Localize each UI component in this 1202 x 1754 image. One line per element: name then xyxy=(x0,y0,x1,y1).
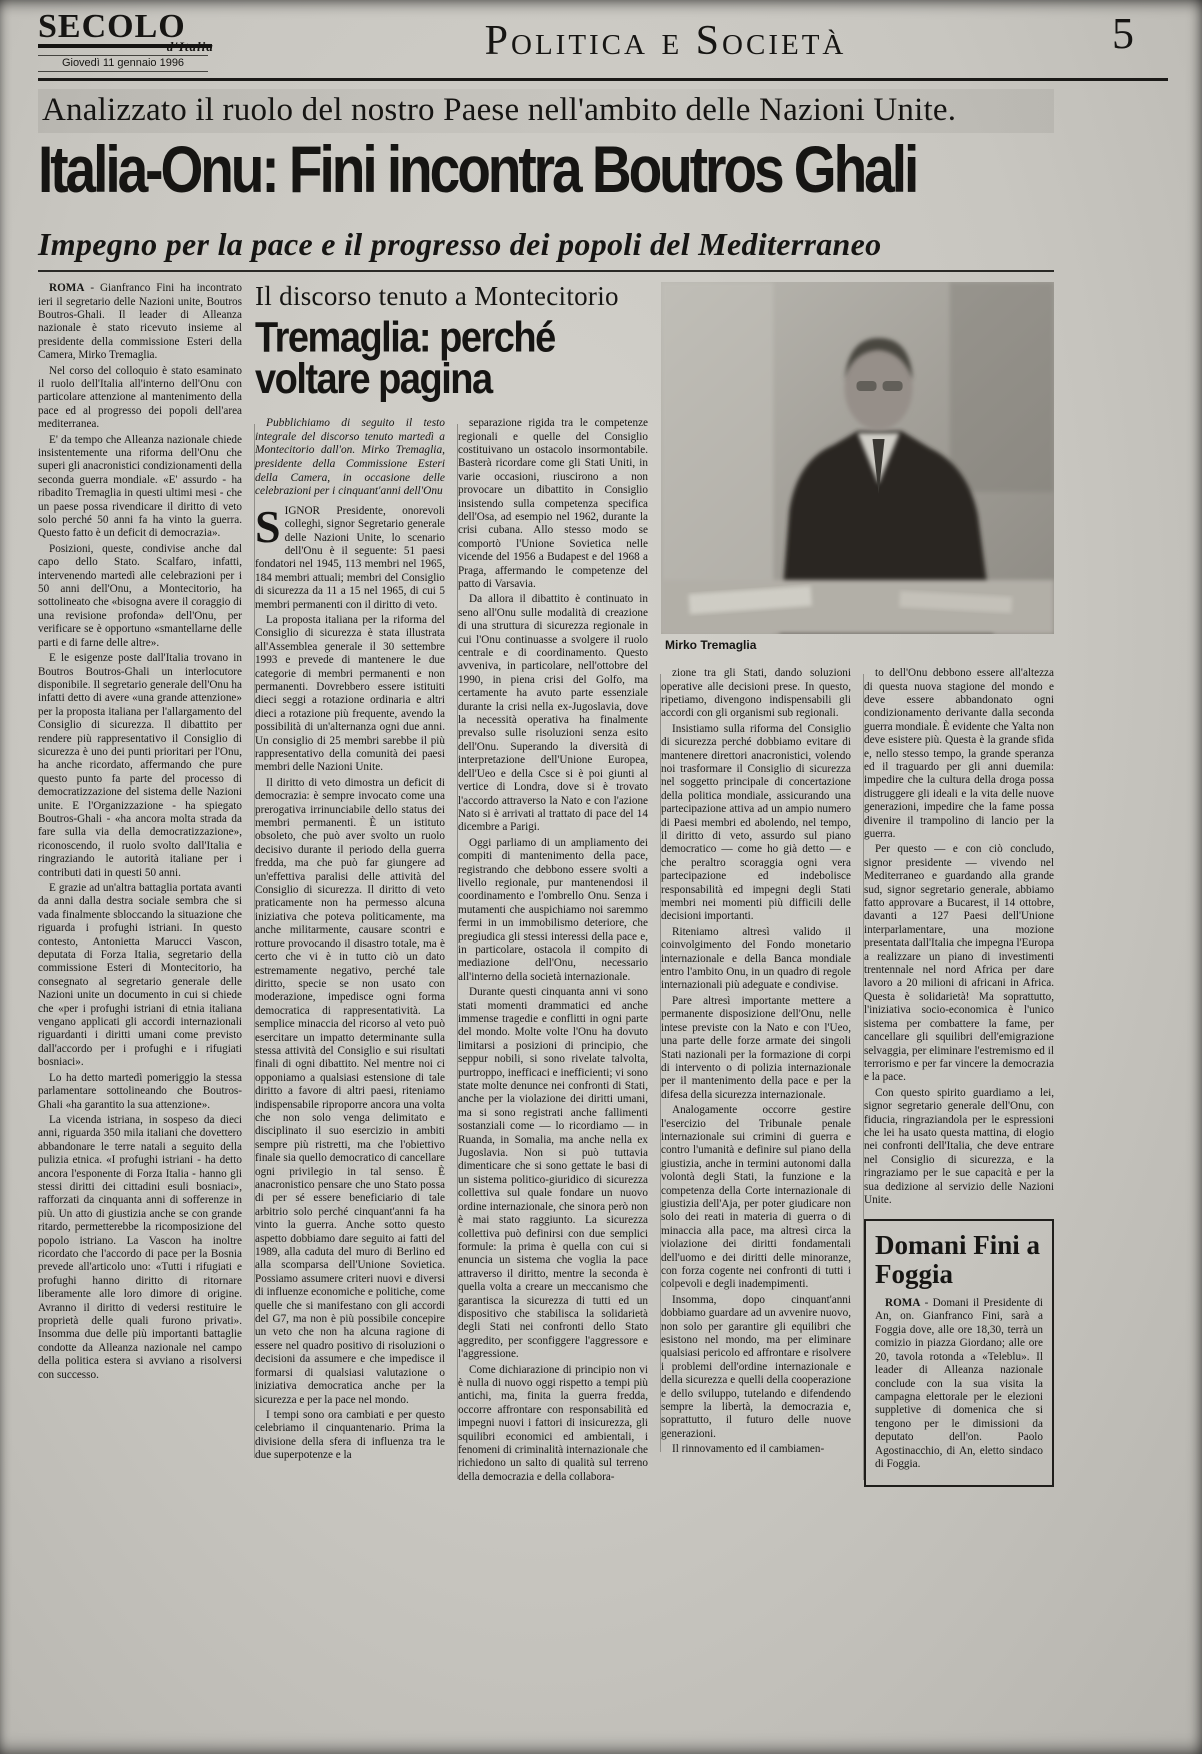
paragraph xyxy=(38,282,242,362)
paragraph: to dell'Onu debbono essere all'altezza di questa nuova stagione del mondo e deve essere abbandonato ogni condizionamento derivante dalla seconda guerra mondiale. È evidente che Yalta non deve esistere più. Questa è la grande sfida e, nello stesso tempo, la grande speranza ed il traguardo per gli anni duemila: impedire che la cultura della droga possa distruggere gli ideali e la vita delle nuove generazioni, impedire che la fame possa divenire il trampolino di lancio per la guerra. xyxy=(864,667,1054,840)
paragraph xyxy=(875,1297,1043,1471)
main-headline-text: Italia-Onu: Fini incontra Boutros Ghali xyxy=(38,133,917,207)
speech-column-4 xyxy=(864,667,1054,1487)
tremaglia-photo xyxy=(661,282,1054,634)
fini-foggia-box xyxy=(864,1219,1054,1487)
speech-column-1 xyxy=(255,417,445,1464)
dateline: ROMA xyxy=(49,282,85,295)
dropcap: S xyxy=(255,500,281,552)
paragraph: Insomma, dopo cinquant'anni dobbiamo guardare ad un avvenire nuovo, non solo per garantire gli equilibri che esistono nel mondo, ma per eliminare qualsiasi pericolo ed affrontare e risolvere i problemi dell'ordine internazionale e della sicurezza e quelli della cooperazione e dello sviluppo, tutelando e difendendo sempre la libertà, la democrazia e, soprattutto, il futuro delle nuove generazioni. xyxy=(661,1293,851,1440)
speech-column-3 xyxy=(661,667,851,1459)
paragraph: Con questo spirito guardiamo a lei, signor segretario generale dell'Onu, con fiducia, ringraziandola per le espressioni che lei ha usato questa mattina, di elogio nei confronti dell'Italia, che deve entrare nel Consiglio di sicurezza, e la ringraziamo per le sue capacità e per la sua dedizione al servizio delle Nazioni Unite. xyxy=(864,1086,1054,1206)
page-number: 5 xyxy=(1112,9,1134,58)
paragraph: Come dichiarazione di principio non vi è nulla di nuovo oggi rispetto a tempi più antichi, ma, finita la guerra fredda, occorre affrontare con responsabilità ed impegni nuovi i fattori di insicurezza, gli squilibri economici ed ambientali, i fenomeni di criminalità internazionale che richiedono un salto di qualità sul terreno della democrazia e della collabora- xyxy=(458,1363,648,1483)
speech-column-4-body xyxy=(864,667,1054,1207)
paragraph: La proposta italiana per la riforma del Consiglio di sicurezza è stata illustrata all'Assemblea generale il 30 settembre 1993 e prevede di mantenere le due categorie di membri permanenti e non permanenti. Dovrebbero essere istituiti dieci seggi a rotazione ordinaria e altri dieci a rotazione più frequente, avendo la possibilità di un'alternanza ogni due anni. Un consiglio di 25 membri sarebbe il più rappresentativo della comunità dei paesi membri delle Nazioni Unite. xyxy=(255,613,445,774)
dateline: ROMA xyxy=(885,1297,921,1310)
paragraph: I tempi sono ora cambiati e per questo celebriamo il cinquantenario. Prima la divisione della sfera di influenza tra le due superpotenze e la xyxy=(255,1408,445,1462)
page-header xyxy=(38,10,1168,81)
paragraph: zione tra gli Stati, dando soluzioni operative alle decisioni prese. In questo, ripetiamo, divengono indispensabili gli accordi con gli organismi sub regionali. xyxy=(661,667,851,720)
paragraph: Insistiamo sulla riforma del Consiglio di sicurezza perché dobbiamo evitare di mantenere direttori anacronistici, volendo noi trasformare il Consiglio di sicurezza nel soggetto principale di concertazione della politica mondiale, assicurando una partecipazione attiva ad un ampio numero di Paesi membri ed abolendo, nel tempo, il diritto di veto, assurdo sul piano democratico — come ho già detto — e che peraltro scoraggia ogni vera partecipazione ed indebolisce responsabilità ed impegni degli Stati membri nei momenti più difficili delle decisioni importanti. xyxy=(661,722,851,923)
paragraph: E' da tempo che Alleanza nazionale chiede insistentemente una riforma dell'Onu che superi gli anacronistici condizionamenti della seconda guerra mondiale. «E' assurdo - ha ribadito Tremaglia in questi ultimi mesi - che un paese possa rivendicare il diritto di veto solo perché 50 anni fa ha vinto la guerra. Questo fatto è un deficit di democrazia». xyxy=(38,433,242,540)
photo-caption: Mirko Tremaglia xyxy=(665,638,757,653)
paragraph-text: IGNOR Presidente, onorevoli colleghi, signor Segretario generale delle Nazioni Unite, lo scenario dell'Onu è il seguente: 51 paesi fondatori nel 1945, 113 membri nel 1965, 184 membri attuali; membri del Consiglio di sicurezza da 11 a 15 nel 1965, di cui 5 membri permanenti con il diritto di veto. xyxy=(255,504,445,611)
photo-block xyxy=(661,282,1054,652)
paragraph-text: - Gianfranco Fini ha incontrato ieri il segretario delle Nazioni unite, Boutros Boutros-Ghali. Il leader di Alleanza nazionale è stato ricevuto insieme al presidente della commissione Esteri della Camera, Mirko Tremaglia. xyxy=(38,282,242,362)
kicker-headline: Analizzato il ruolo del nostro Paese nell'ambito delle Nazioni Unite. xyxy=(38,89,1054,133)
tremaglia-speech-article xyxy=(255,282,1054,1487)
paragraph-text: - Domani il Presidente di An, on. Gianfranco Fini, sarà a Foggia dove, alle ore 18,30, terrà un comizio in piazza Giordano; alle ore 20, tavola rotonda a «Teleblu». Il leader di Alleanza nazionale conclude con la sua visita la campagna elettorale per le elezioni suppletive di domenica che si tengono per le dimissioni da deputato dell'on. Paolo Agostinacchio, di An, eletto sindaco di Foggia. xyxy=(875,1297,1043,1470)
subheadline: Impegno per la pace e il progresso dei popoli del Mediterraneo xyxy=(38,225,882,262)
paragraph: Il rinnovamento ed il cambiamen- xyxy=(672,1443,825,1456)
issue-date: Giovedì 11 gennaio 1996 xyxy=(38,55,208,72)
fini-onu-article xyxy=(38,282,242,1384)
headline-rule xyxy=(38,270,1054,272)
speech-overline: Il discorso tenuto a Montecitorio xyxy=(255,281,619,312)
speech-intro: Pubblichiamo di seguito il testo integrale del discorso tenuto martedì a Montecitorio dall'on. Mirko Tremaglia, presidente della Commissione Esteri della Camera, in occasione delle celebrazioni per i cinquant'anni dell'Onu xyxy=(255,417,445,498)
speech-column-2 xyxy=(458,417,648,1486)
paragraph: E grazie ad un'altra battaglia portata avanti da anni dalla destra sociale sembra che si vada finalmente sbloccando la situazione che riguarda i profughi istriani. In questo contesto, Antonietta Marucci Vascon, deputata di Forza Italia, segretario della commissione Esteri di Montecitorio, ha consegnato al segretario generale delle Nazioni unite un documento in cui si chiede che «per i profughi istriani di etnia italiana vengano applicati gli accordi internazionali riguardanti i diritti umani come previsto dall'accordo per i profughi e i rifugiati bosniaci». xyxy=(38,882,242,1069)
paragraph: Il diritto di veto dimostra un deficit di democrazia: è sempre invocato come una prerogativa irrinunciabile dello status dei membri permanenti. È un istituto obsoleto, che può aver svolto un ruolo decisivo durante il periodo della guerra fredda, ma che può far giungere ad un'effettiva paralisi delle attività del Consiglio di sicurezza. Il diritto di veto praticamente non ha permesso alcuna iniziativa che poteva politicamente, ma anche militarmente, causare scontri e rotture provocando il disastro totale, ma è certo che vi è in tutto ciò un dato estremamente negativo, perché tale diritto, specie se non usato con moderazione, impedisce ogni forma democratica di rappresentatività. La semplice minaccia del ricorso al veto può esercitare un impatto determinante sulla stessa attività del Consiglio e sui risultati finali di ogni dibattito. Nel mentre noi ci opponiamo a qualsiasi estensione di tale diritto a favore di altri paesi, riteniamo indispensabile riproporre ancora una volta che non solo venga delimitato e disciplinato il suo esercizio in ambiti sempre più ristretti, ma che l'obiettivo finale sia quello democratico di cancellare ogni privilegio in tal senso. È anacronistico pensare che uno Stato possa di per sé essere beneficiario di tale arbitrio solo perché cinquant'anni fa ha vinto la guerra. Anche sotto questo aspetto dobbiamo dare seguito ai fatti del 1989, alla caduta del muro di Berlino ed alla scomparsa dell'Unione Sovietica. Possiamo assumere criteri nuovi e diversi di influenze economiche e politiche, come quelle che si manifestano con gli accordi del G7, ma non è più possibile concepire un veto che non ha alcuna ragione di essere nel quadro positivo di risoluzioni o decisioni da assumere e che impedisce il formarsi di qualsiasi valutazione o iniziativa democratica anche per la sicurezza e per la pace nel mondo. xyxy=(255,776,445,1406)
paragraph: Riteniamo altresì valido il coinvolgimento del Fondo monetario internazionale e della Banca mondiale entro l'ambito Onu, in un quadro di regole internazionali più adeguate e condivise. xyxy=(661,925,851,992)
paragraph: Nel corso del colloquio è stato esaminato il ruolo dell'Italia all'interno dell'Onu con particolare attenzione al mantenimento della pace ed al progresso dei popoli dell'area mediterranea. xyxy=(38,364,242,431)
paragraph: Posizioni, queste, condivise anche dal capo dello Stato. Scalfaro, infatti, intervenendo martedì alle celebrazioni per i 50 anni dell'Onu, a Montecitorio, ha sottolineato che «bisogna avere il coraggio di una revisione profonda» dell'Onu, per verificare se è opportuno «smantellarne delle parti e di farne delle altre». xyxy=(38,542,242,649)
tremaglia-photo-illustration xyxy=(661,282,1054,634)
masthead-title: SECOLO xyxy=(38,8,186,45)
paragraph: Per questo — e con ciò concludo, signor presidente — vivendo nel Mediterraneo e guardando alla grande sud, signor segretario generale, abbiamo fatto approvare a Bucarest, il 14 ottobre, davanti a 127 Paesi dell'Unione interparlamentare, una mozione presentata dall'Italia che impegna l'Europa a realizzare un piano di investimenti trentennale nel nord Africa per dare lavoro a 20 milioni di africani in Africa. Questa è solidarietà! Ma soprattutto, l'iniziativa socio-economica è l'unico sistema per combattere la fame, per cancellare gli squilibri dell'emigrazione selvaggia, per eliminare l'estremismo ed il terrorismo e per far vincere la democrazia e la pace. xyxy=(864,843,1054,1084)
speech-headline-block xyxy=(255,281,648,404)
article-body xyxy=(38,365,242,1382)
paragraph: Da allora il dibattito è continuato in seno all'Onu sulle modalità di creazione di una struttura di sicurezza regionale in cui l'Onu continuasse a svolgere il ruolo centrale e di coordinamento. Questo avveniva, in particolare, nell'ottobre del 1990, in piena crisi del Golfo, ma certamente ha avuto parte essenziale durante la crisi nella ex-Jugoslavia, dove la necessità operativa ha finalmente prevalso sulle risoluzioni senza esito dell'Onu. Superando la diversità di interpretazione dell'Unione Europea, dell'Ueo e della Csce si è poi giunti al vertice di Londra, dove si è trovato l'accordo attraverso la Nato e con l'azione Nato si è arrivati al trattato di pace del 14 dicembre a Parigi. xyxy=(458,593,648,834)
masthead-subtitle: d'Italia xyxy=(166,39,214,54)
paragraph: La vicenda istriana, in sospeso da dieci anni, riguarda 350 mila italiani che dovettero abbandonare le terre natali a seguito della pulizia etnica. «I profughi istriani - ha detto ancora l'esponente di Forza Italia - hanno gli stessi diritti dei cittadini esuli bosniaci», rafforzati da cinquanta anni di sofferenze in più. Un atto di giustizia anche se con grande ritardo, permetterebbe la ricomposizione del popolo istriano. La Vascon ha inoltre ricordato che l'accordo di pace per la Bosnia prevede all'articolo uno: «Tutti i rifugiati e profughi hanno diritto di ritornare liberamente alle loro dimore di origine. Avranno il diritto di vedersi restituire le proprietà delle quali furono privati». Insomma due delle più importanti battaglie condotte da Alleanza nazionale nel campo della politica estera si avviano a risolversi con successo. xyxy=(38,1113,242,1381)
speech-column-1-body xyxy=(255,614,445,1463)
masthead xyxy=(38,10,253,72)
masthead-logo xyxy=(38,8,214,54)
paragraph: Analogamente occorre gestire l'esercizio del Tribunale penale internazionale sui crimini di guerra e contro l'umanità e definire sul piano della giustizia, anche in termini autonomi dalla volontà degli Stati, la funzione e la competenza della Corte internazionale di giustizia dell'Aja, per poter giudicare non solo dei reati in materia di guerra o di minaccia alla pace, ma altresì circa la violazione dei diritti fondamentali dell'uomo e dei diritti delle minoranze, con forza cogente nei confronti di tutti i colpevoli e degli inadempimenti. xyxy=(661,1104,851,1291)
speech-lead-paragraph xyxy=(255,500,445,612)
box-title: Domani Fini a Foggia xyxy=(875,1230,1041,1289)
paragraph: E le esigenze poste dall'Italia trovano in Boutros Boutros-Ghali un interlocutore disponibile. Il segretario generale dell'Onu ha infatti detto di avere «una grande attenzione» per la proposta italiana per l'allargamento del Consiglio di sicurezza. Il dibattito per rendere più rappresentativo il Consiglio di sicurezza è uno dei punti prioritari per l'Onu, ha anche ricordato, affermando che pure questo punto fa parte del processo di democratizzazione del sistema delle Nazioni unite. E l'Organizzazione - ha spiegato Boutros-Ghali - «ha ancora molta strada da fare sulla via della democratizzazione», riconoscendo, il ruolo svolto dall'Italia e ringraziando le autorità italiane per i contributi dati in questi 50 anni. xyxy=(38,652,242,879)
paragraph: Oggi parliamo di un ampliamento dei compiti di mantenimento della pace, registrando che debbono essere svolti a livello regionale, pur mantenendosi il coordinamento e l'ombrello Onu. Senza i mutamenti che auspichiamo noi saremmo fermi in un immobilismo deteriore, che pregiudica gli stessi interessi della pace e, in particolare, ostacola il compito di mediazione dell'Onu, necessario all'interno della società internazionale. xyxy=(458,836,648,983)
paragraph: Lo ha detto martedì pomeriggio la stessa parlamentare sottolineando che Boutros-Ghali «ha garantito la sua attenzione». xyxy=(38,1071,242,1111)
section-title: Politica e Società xyxy=(484,18,847,64)
speech-headline: Tremaglia: perché voltare pagina xyxy=(255,314,555,404)
paragraph: Durante questi cinquanta anni vi sono stati momenti drammatici ed anche immense tragedie e conflitti in ogni parte del mondo. Molte volte l'Onu ha dovuto limitarsi a posizioni di principio, che seppur nobili, si sono rivelate talvolta, purtroppo, inefficaci e inefficienti; vi sono state molte denunce nei confronti di Stati, anche per la violazione dei diritti umani, ma si sono registrati anche fallimenti sostanziali come — lo ricordiamo — in Ruanda, in Somalia, ma anche nella ex Jugoslavia. Non si può tuttavia dimenticare che si sono gettate le basi di un sistema politico-giuridico di sicurezza collettiva sul quale fondare un nuovo ordine internazionale, che sinora però non è mai stato raggiunto. La sicurezza collettiva può definirsi con due semplici formule: la prima è quella con cui si enuncia un sistema che voglia la pace attraverso il diritto, mentre la seconda è quella volta a creare un meccanismo che garantisca la sicurezza di tutti ed un dispositivo che stabilisca la solidarietà degli Stati nei confronti dello Stato aggredito, per sconfiggere l'aggressore e l'aggressione. xyxy=(458,986,648,1361)
main-headline xyxy=(38,133,1054,211)
paragraph: Pare altresì importante mettere a permanente disposizione dell'Onu, nelle intese previste con la Nato e con l'Ueo, una parte delle forze armate dei singoli Stati nazionali per la formazione di corpi di intervento o di polizia internazionale per il mantenimento della pace e per la difesa della sicurezza internazionale. xyxy=(661,994,851,1101)
paragraph: separazione rigida tra le competenze regionali e quelle del Consiglio costituivano un ostacolo insormontabile. Basterà ricordare come gli Stati Uniti, in varie occasioni, riuscirono a non provocare un dibattito in Consiglio insistendo sulla competenza specifica dell'Osa, ad esempio nel 1962, durante la crisi cubana. Allo stesso modo se comportò l'Unione Sovietica nelle vicende del 1956 a Budapest e del 1968 a Praga, affermando le competenze del patto di Varsavia. xyxy=(458,417,648,590)
page-content xyxy=(38,282,1202,1487)
